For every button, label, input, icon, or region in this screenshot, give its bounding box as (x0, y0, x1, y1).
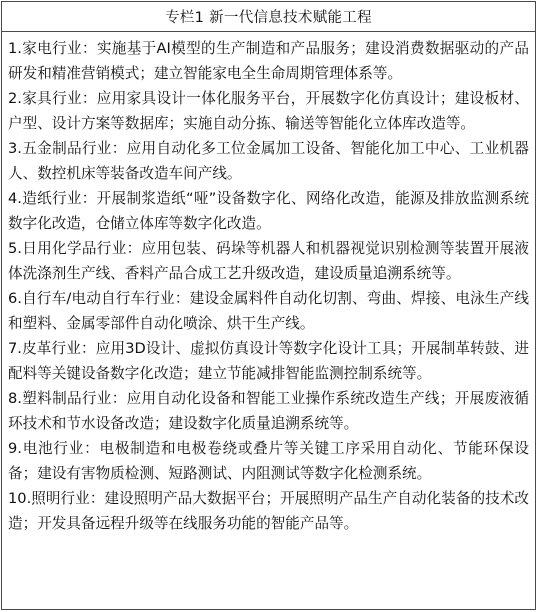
list-item: 1.家电行业：实施基于AI模型的生产制造和产品服务；建设消费数据驱动的产品研发和精准营销模式；建立智能家电全生命周期管理体系等。 (8, 40, 529, 82)
list-item: 3.五金制品行业：应用自动化多工位金属加工设备、智能化加工中心、工业机器人、数控机床等装备改造车间产线。 (8, 140, 529, 182)
list-item: 10.照明行业：建设照明产品大数据平台；开展照明产品生产自动化装备的技术改造；开发具备远程升级等在线服务功能的智能产品等。 (8, 490, 529, 532)
list-item: 2.家具行业：应用家具设计一体化服务平台，开展数字化仿真设计；建设板材、户型、设计方案等数据库；实施自动分拣、输送等智能化立体库改造等。 (8, 90, 529, 132)
list-item: 6.自行车/电动自行车行业：建设金属料件自动化切割、弯曲、焊接、电泳生产线和塑料、金属零部件自动化喷涂、烘干生产线。 (8, 290, 529, 332)
box-content (2, 32, 535, 536)
list-item: 9.电池行业：电极制造和电极卷绕或叠片等关键工序采用自动化、节能环保设备；建设有害物质检测、短路测试、内阻测试等数字化检测系统。 (8, 440, 529, 482)
list-item: 5.日用化学品行业：应用包装、码垛等机器人和机器视觉识别检测等装置开展液体洗涤剂生产线、香料产品合成工艺升级改造，建设质量追溯系统等。 (8, 240, 529, 282)
document-box (1, 1, 536, 610)
list-item: 4.造纸行业：开展制浆造纸“哑”设备数字化、网络化改造，能源及排放监测系统数字化改造，仓储立体库等数字化改造。 (8, 190, 529, 232)
list-item: 7.皮革行业：应用3D设计、虚拟仿真设计等数字化设计工具；开展制革转鼓、进配料等关键设备数字化改造；建立节能减排智能监测控制系统等。 (8, 340, 529, 382)
box-title: 专栏1 新一代信息技术赋能工程 (2, 2, 535, 32)
list-item: 8.塑料制品行业：应用自动化设备和智能工业操作系统改造生产线；开展废液循环技术和节水设备改造；建设数字化质量追溯系统等。 (8, 390, 529, 432)
